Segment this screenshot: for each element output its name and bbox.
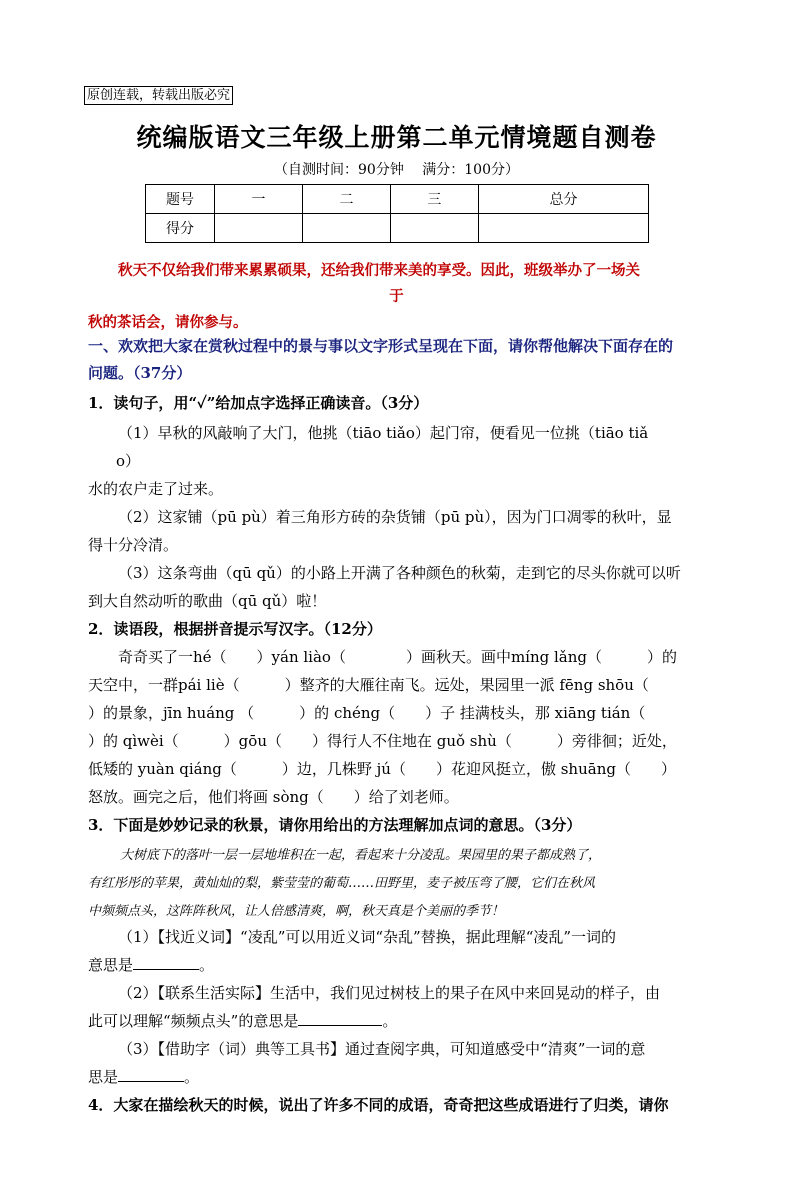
score-entry-cell[interactable]: [390, 214, 478, 243]
score-entry-cell[interactable]: [302, 214, 390, 243]
score-table-cell: 总分: [478, 185, 648, 214]
question-text: （3）【借助字（词）典等工具书】通过查阅字典，可知道感受中“清爽”一词的意: [118, 1040, 646, 1058]
question-text: 奇奇买了一hé（ ）yán liào（ ）画秋天。画中míng lǎng（ ）的: [118, 648, 678, 666]
question-text: ）的景象，jīn huáng （ ）的 chéng（ ）子 挂满枝头，那 xiāng tián（: [88, 704, 646, 722]
answer-blank[interactable]: [118, 1067, 184, 1082]
question-text: （2）【联系生活实际】生活中，我们见过树枝上的果子在风中来回晃动的样子，由: [118, 984, 661, 1002]
question-heading: 3．下面是妙妙记录的秋景，请你用给出的方法理解加点词的意思。（3分）: [88, 816, 582, 834]
score-table-score-row: [146, 214, 649, 243]
intro-line: 秋的茶话会，请你参与。: [88, 314, 248, 331]
answer-line: [88, 1066, 199, 1087]
section-heading: 问题。（37分）: [88, 364, 192, 382]
question-text: 天空中，一群pái liè（ ）整齐的大雁往南飞。远处，果园里一派 fēng shōu（: [88, 676, 649, 694]
answer-line: [88, 954, 214, 975]
question-text: 怒放。画完之后，他们将画 sòng（ ）给了刘老师。: [88, 788, 459, 806]
section-heading: 一、欢欢把大家在赏秋过程中的景与事以文字形式呈现在下面，请你帮他解决下面存在的: [88, 337, 674, 355]
score-entry-cell[interactable]: [478, 214, 648, 243]
score-entry-cell[interactable]: [215, 214, 303, 243]
intro-line: 秋天不仅给我们带来累累硕果，还给我们带来美的享受。因此，班级举办了一场关: [118, 262, 640, 279]
answer-blank[interactable]: [133, 955, 199, 970]
score-table-cell: 题号: [146, 185, 215, 214]
answer-period: 。: [199, 956, 215, 974]
question-text: o）: [116, 452, 141, 470]
answer-blank[interactable]: [298, 1011, 382, 1026]
question-text: 得十分冷清。: [88, 536, 179, 554]
answer-line: [88, 1010, 397, 1031]
answer-period: 。: [184, 1068, 200, 1086]
question-heading: 4．大家在描绘秋天的时候，说出了许多不同的成语，奇奇把这些成语进行了归类，请你: [88, 1096, 669, 1114]
copyright-stamp: 原创连载，转载出版必究: [84, 86, 233, 105]
question-heading: 2．读语段，根据拼音提示写汉字。（12分）: [88, 620, 382, 638]
question-text: 水的农户走了过来。: [88, 480, 224, 498]
answer-period: 。: [382, 1012, 398, 1030]
question-text: （1）早秋的风敲响了大门，他挑（tiāo tiǎo）起门帘，便看见一位挑（tiāo tiǎ: [118, 424, 649, 442]
score-table-cell: 一: [215, 185, 303, 214]
passage-text: 有红彤彤的苹果，黄灿灿的梨，紫莹莹的葡萄……田野里，麦子被压弯了腰，它们在秋风: [88, 876, 596, 891]
question-text: （3）这条弯曲（qū qǔ）的小路上开满了各种颜色的秋菊，走到它的尽头你就可以听: [118, 564, 681, 582]
answer-prefix: 此可以理解“频频点头”的意思是: [88, 1012, 299, 1030]
passage-text: 中频频点头，这阵阵秋风，让人倍感清爽，啊，秋天真是个美丽的季节！: [88, 904, 505, 919]
question-text: 到大自然动听的歌曲（qū qǔ）啦！: [88, 592, 327, 610]
exam-subtitle: （自测时间：90分钟 满分：100分）: [274, 162, 519, 178]
question-text: （1）【找近义词】“凌乱”可以用近义词“杂乱”替换，据此理解“凌乱”一词的: [118, 928, 617, 946]
question-text: 低矮的 yuàn qiáng（ ）边，几株野 jú（ ）花迎风挺立，傲 shuāng（ ）: [88, 760, 676, 778]
intro-line: 于: [389, 288, 404, 305]
answer-prefix: 思是: [88, 1068, 119, 1086]
question-heading: 1．读句子，用“✓”给加点字选择正确读音。（3分）: [88, 394, 429, 412]
score-table-header-row: [146, 185, 649, 214]
question-text: （2）这家铺（pū pù）着三角形方砖的杂货铺（pū pù），因为门口凋零的秋叶，显: [118, 508, 672, 526]
score-table-cell: 二: [302, 185, 390, 214]
passage-text: 大树底下的落叶一层一层地堆积在一起，看起来十分凌乱。果园里的果子都成熟了，: [120, 848, 602, 863]
question-text: ）的 qìwèi（ ）gōu（ ）得行人不住地在 guǒ shù（ ）旁徘徊；近处，: [88, 732, 677, 750]
score-table-cell: 三: [390, 185, 478, 214]
score-table: [145, 184, 649, 243]
page-title: 统编版语文三年级上册第二单元情境题自测卷: [136, 123, 657, 152]
answer-prefix: 意思是: [88, 956, 134, 974]
score-table-cell: 得分: [146, 214, 215, 243]
